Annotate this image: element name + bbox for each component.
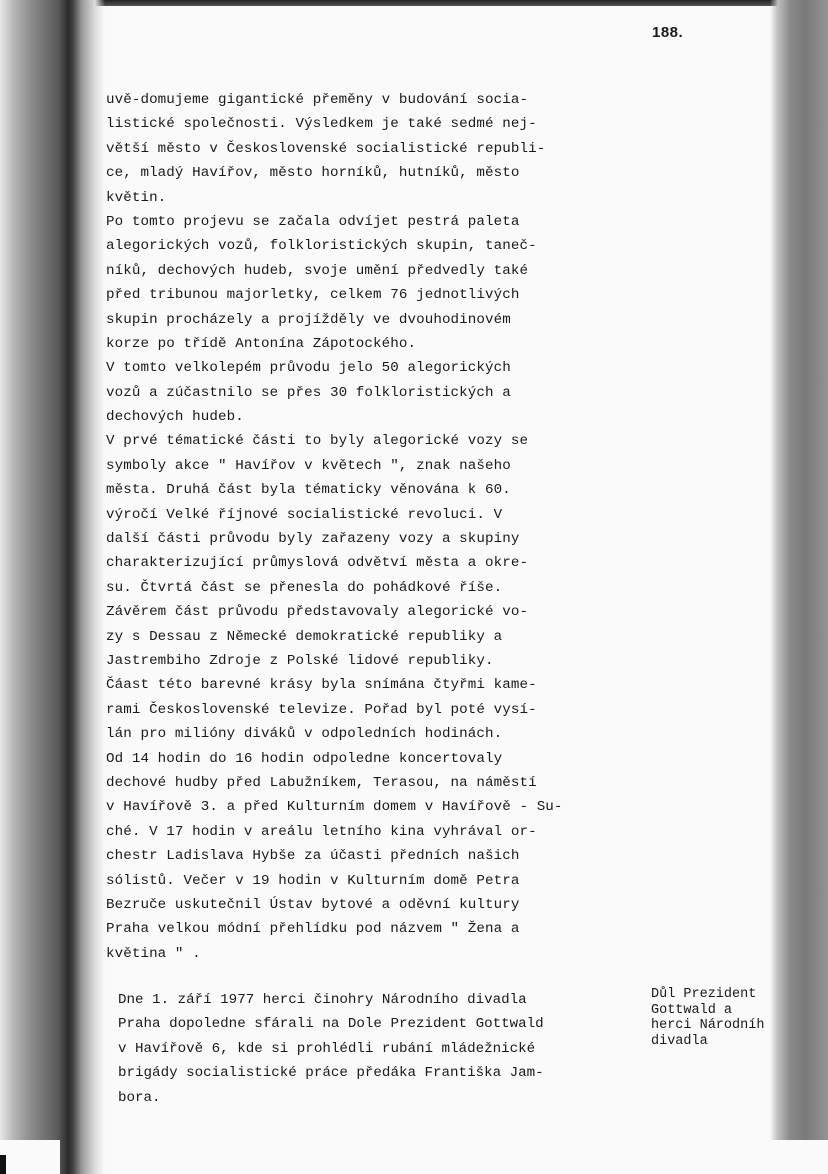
page-number: 188.	[652, 24, 684, 41]
text-line: výročí Velké říjnové socialistické revoluci. V	[106, 506, 503, 523]
margin-note	[651, 987, 801, 1049]
text-line: květin.	[106, 189, 167, 206]
text-line: města. Druhá část byla tématicky věnována k 60.	[106, 482, 511, 499]
text-line: Čáast této barevné krásy byla snímána čtyřmi kame-	[106, 677, 537, 694]
book-gutter-shadow	[0, 0, 105, 1174]
text-line: dechové hudby před Labužníkem, Terasou, na náměstí	[106, 774, 537, 791]
text-line: charakterizující průmyslová odvětví města a okre-	[106, 555, 529, 572]
text-line: lán pro milióny diváků v odpoledních hodinách.	[106, 726, 503, 743]
second-paragraph	[118, 988, 658, 1110]
scan-corner-mark	[0, 1155, 6, 1174]
text-line: rami Československé televize. Pořad byl poté vysí-	[106, 701, 537, 718]
text-line: Praha dopoledne sfárali na Dole Prezident Gottwald	[118, 1016, 544, 1033]
text-line: v Havířově 3. a před Kulturním domem v Havířově - Su-	[106, 799, 563, 816]
text-line: V prvé tématické části to byly alegorické vozy se	[106, 433, 529, 450]
text-line: Závěrem část průvodu představovaly alegorické vo-	[106, 604, 529, 621]
text-line: bora.	[118, 1089, 161, 1106]
text-line: Praha velkou módní přehlídku pod názvem " Žena a	[106, 921, 520, 938]
text-line: sólistů. Večer v 19 hodin v Kulturním domě Petra	[106, 872, 520, 889]
text-line: symboly akce " Havířov v květech ", znak našeho	[106, 457, 511, 474]
text-line: Dne 1. září 1977 herci činohry Národního divadla	[118, 992, 527, 1008]
margin-note-line: Gottwald a	[651, 1002, 733, 1018]
margin-note-line: divadla	[651, 1033, 708, 1049]
margin-note-line: herci Národníh	[651, 1018, 765, 1033]
main-text-block	[106, 88, 666, 966]
text-line: před tribunou majorletky, celkem 76 jednotlivých	[106, 287, 520, 304]
text-line: větší město v Československé socialistické republi-	[106, 140, 546, 157]
text-line: květina " .	[106, 945, 201, 962]
page-edge-shadow	[770, 0, 828, 1140]
text-line: Po tomto projevu se začala odvíjet pestrá paleta	[106, 213, 520, 230]
text-line: alegorických vozů, folkloristických skupin, taneč-	[106, 238, 537, 255]
text-line: Bezruče uskutečnil Ústav bytové a oděvní kultury	[106, 896, 520, 913]
text-line: listické společnosti. Výsledkem je také sedmé nej-	[106, 116, 537, 133]
text-line: ce, mladý Havířov, město horníků, hutníků, město	[106, 165, 520, 182]
text-line: dechových hudeb.	[106, 409, 244, 426]
text-line: skupin procházely a projížděly ve dvouhodinovém	[106, 311, 511, 328]
text-line: uvě-domujeme gigantické přeměny v budování socia-	[106, 92, 529, 108]
text-line: su. Čtvrtá část se přenesla do pohádkové říše.	[106, 579, 503, 596]
text-line: chestr Ladislava Hybše za účasti předních našich	[106, 848, 520, 865]
text-line: vozů a zúčastnilo se přes 30 folkloristických a	[106, 384, 511, 401]
text-line: V tomto velkolepém průvodu jelo 50 alegorických	[106, 360, 511, 377]
margin-note-line: Důl Prezident	[651, 987, 757, 1002]
text-line: Jastrembiho Zdroje z Polské lidové republiky.	[106, 652, 494, 669]
text-line: v Havířově 6, kde si prohlédli rubání mládežnické	[118, 1040, 536, 1057]
text-line: korze po třídě Antonína Zápotockého.	[106, 335, 417, 352]
text-line: ché. V 17 hodin v areálu letního kina vyhrával or-	[106, 823, 537, 840]
text-line: Od 14 hodin do 16 hodin odpoledne koncertovaly	[106, 750, 503, 767]
scan-top-edge	[0, 0, 828, 6]
text-line: zy s Dessau z Německé demokratické republiky a	[106, 628, 503, 645]
text-line: níků, dechových hudeb, svoje umění předvedly také	[106, 262, 529, 279]
gutter-bottom-paper	[0, 1140, 60, 1174]
text-line: další části průvodu byly zařazeny vozy a skupiny	[106, 531, 520, 548]
text-line: brigády socialistické práce předáka Františka Jam-	[118, 1065, 544, 1082]
